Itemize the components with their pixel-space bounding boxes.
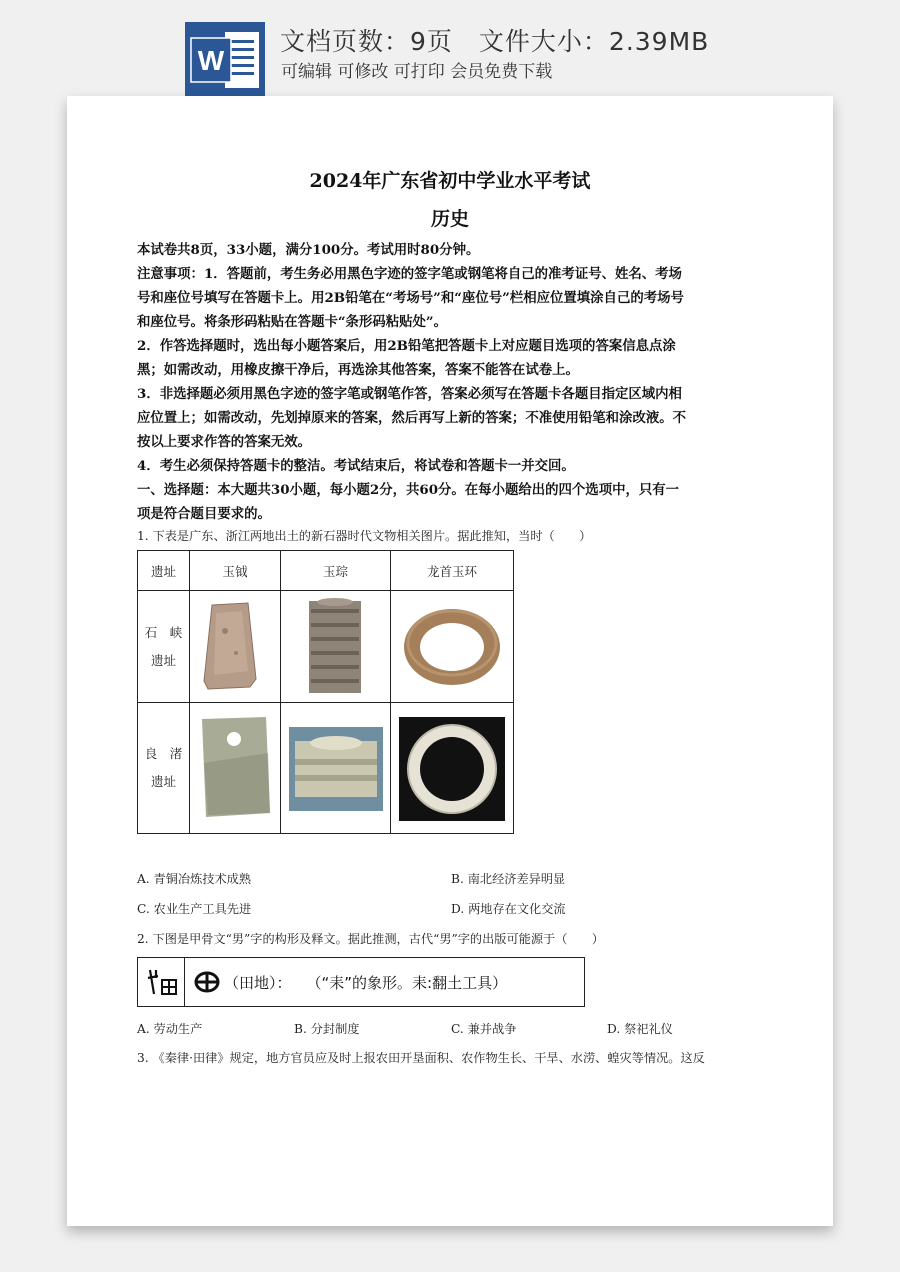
- artifact-table: [137, 550, 514, 834]
- section-heading: 项是符合题目要求的。: [137, 506, 271, 522]
- liangzhu-jade-axe-image: [190, 703, 281, 834]
- download-header: [0, 0, 900, 96]
- oracle-bone-nan-glyph-icon: [144, 966, 180, 998]
- tian-field-glyph-icon: [194, 970, 220, 994]
- instruction-line: 2．作答选择题时，选出每小题答案后，用2B铅笔把答题卡上对应题目选项的答案信息点涂: [137, 338, 676, 354]
- svg-text:W: W: [197, 45, 225, 76]
- section-heading: 一、选择题：本大题共30小题，每小题2分，共60分。在每小题给出的四个选项中，只有一: [137, 482, 680, 498]
- file-info-title: 文档页数：9页 文件大小：2.39MB: [280, 27, 710, 56]
- instruction-line: 3．非选择题必须用黑色字迹的签字笔或钢笔作答，答案必须写在答题卡各题目指定区域内相: [137, 386, 682, 402]
- option-c: C. 兼并战争: [451, 1022, 517, 1036]
- exam-title: 2024年广东省初中学业水平考试: [309, 170, 591, 192]
- word-document-icon: [185, 22, 265, 98]
- oracle-bone-box: [137, 957, 585, 1007]
- option-b: B. 分封制度: [294, 1022, 360, 1036]
- question-2-stem: 2. 下图是甲骨文“男”字的构形及释文。据此推测，古代“男”字的出版可能源于（ ）: [137, 932, 604, 946]
- instruction-line: 号和座位号填写在答题卡上。用2B铅笔在“考场号”和“座位号”栏相应位置填涂自己的考场号: [137, 290, 684, 306]
- jade-axe-image: [190, 591, 281, 703]
- instruction-line: 注意事项：1．答题前，考生务必用黑色字迹的签字笔或钢笔将自己的准考证号、姓名、考场: [137, 266, 682, 282]
- liangzhu-jade-cong-image: [281, 703, 391, 834]
- instruction-line: 应位置上；如需改动，先划掉原来的答案，然后再写上新的答案；不准使用铅笔和涂改液。不: [137, 410, 687, 426]
- site-cell: 石 峡 遗址: [138, 591, 190, 703]
- site-cell: 良 渚 遗址: [138, 703, 190, 834]
- instruction-line: 和座位号。将条形码粘贴在答题卡“条形码粘贴处”。: [137, 314, 447, 330]
- question-3-stem: 3. 《秦律·田律》规定，地方官员应及时上报农田开垦面积、农作物生长、干旱、水涝、蝗灾等情况。这反: [137, 1051, 705, 1065]
- table-header-cell: 遗址: [138, 551, 190, 591]
- instruction-line: 本试卷共8页，33小题，满分100分。考试用时80分钟。: [137, 242, 480, 258]
- table-header-cell: 龙首玉环: [391, 551, 514, 591]
- table-header-cell: 玉钺: [190, 551, 281, 591]
- option-d: D. 祭祀礼仪: [607, 1022, 673, 1036]
- option-a: A. 青铜冶炼技术成熟: [137, 872, 252, 886]
- dragon-jade-ring-image: [391, 591, 514, 703]
- question-1-stem: 1. 下表是广东、浙江两地出土的新石器时代文物相关图片。据此推知，当时（ ）: [137, 529, 592, 543]
- table-header-cell: 玉琮: [281, 551, 391, 591]
- liangzhu-jade-ring-image: [391, 703, 514, 834]
- file-info-subtitle: 可编辑 可修改 可打印 会员免费下载: [281, 62, 553, 82]
- oracle-bone-explanation: （田地）： （“耒”的象形。耒:翻土工具）: [224, 974, 508, 992]
- instruction-line: 4．考生必须保持答题卡的整洁。考试结束后，将试卷和答题卡一并交回。: [137, 458, 575, 474]
- document-page: [67, 96, 833, 1226]
- exam-subject: 历史: [430, 208, 469, 230]
- instruction-line: 黑；如需改动，用橡皮擦干净后，再选涂其他答案，答案不能答在试卷上。: [137, 362, 579, 378]
- jade-cong-image: [281, 591, 391, 703]
- option-c: C. 农业生产工具先进: [137, 902, 252, 916]
- instruction-line: 按以上要求作答的答案无效。: [137, 434, 312, 450]
- option-a: A. 劳动生产: [137, 1022, 203, 1036]
- option-d: D. 两地存在文化交流: [451, 902, 566, 916]
- option-b: B. 南北经济差异明显: [451, 872, 566, 886]
